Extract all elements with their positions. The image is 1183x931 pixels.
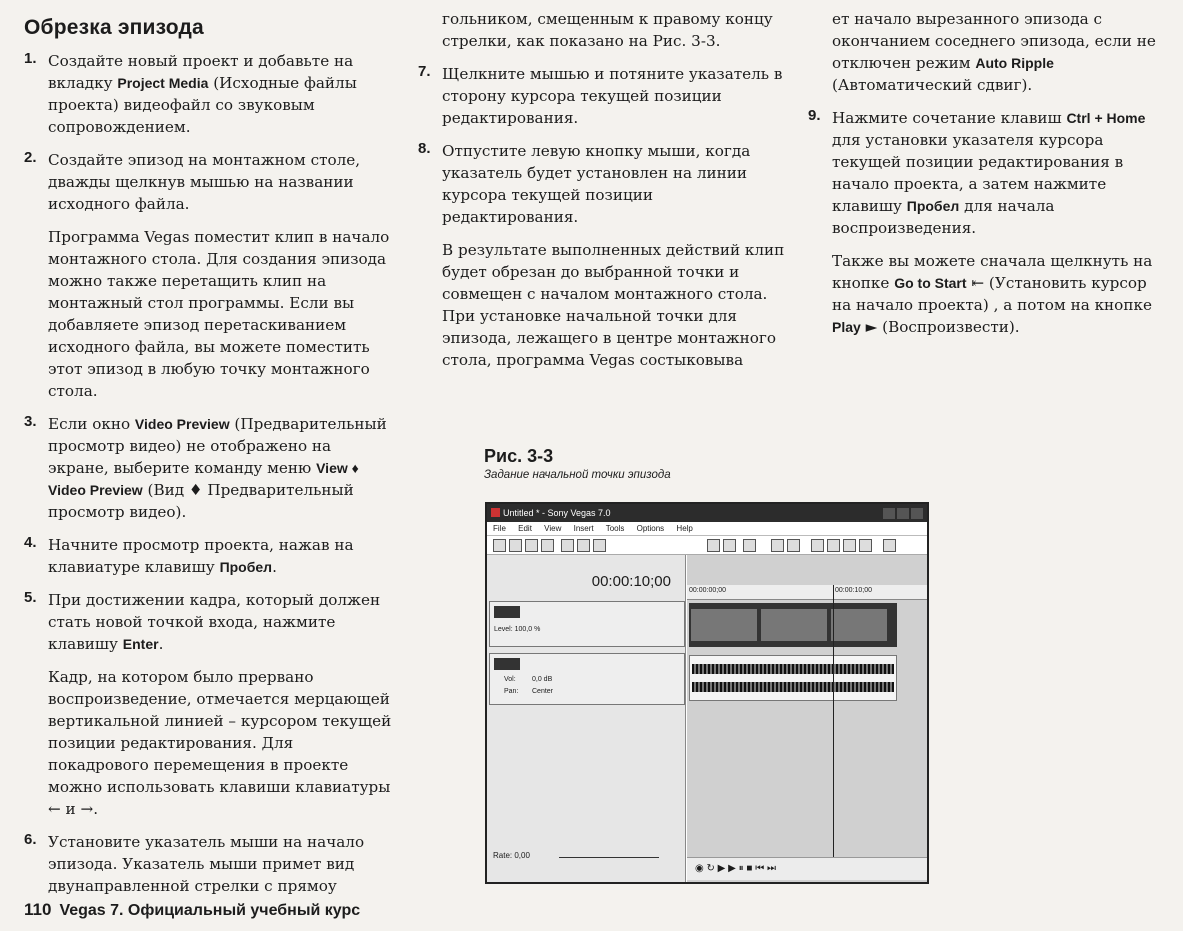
properties-icon <box>541 539 554 552</box>
step-number: 4. <box>24 534 37 551</box>
key: Ctrl + Home <box>1066 110 1146 126</box>
waveform <box>692 664 894 674</box>
term: Play <box>832 319 861 335</box>
step-text: Создайте эпизод на монтажном столе, дважды щелкнув мышью на названии исходного файла. <box>48 151 361 213</box>
key: Пробел <box>906 198 960 214</box>
figure-caption <box>484 446 671 481</box>
timecode-display: 00:00:10;00 <box>591 573 671 590</box>
video-thumbnail <box>761 609 827 641</box>
trim-icon <box>827 539 840 552</box>
step-text: Если окно <box>48 415 135 433</box>
menu-view: View <box>544 524 562 533</box>
book-title: Vegas 7. Официальный учебный курс <box>59 902 361 919</box>
waveform <box>692 682 894 692</box>
audio-track-header <box>489 653 685 705</box>
column-3 <box>808 0 1158 349</box>
page-number: 110 <box>24 900 52 919</box>
edit-cursor <box>833 585 834 875</box>
copy-icon <box>577 539 590 552</box>
step-4 <box>24 534 394 578</box>
step-number: 1. <box>24 50 37 67</box>
column-1 <box>24 0 394 908</box>
step-8 <box>418 140 790 228</box>
step-8-continued <box>808 8 1158 96</box>
step-text: Щелкните мышью и потяните указатель в сторону курсора текущей позиции редактирования. <box>442 65 783 127</box>
key: Пробел <box>219 559 273 575</box>
vol-label: Vol: <box>504 676 516 683</box>
step-text: Нажмите сочетание клавиш <box>832 109 1067 127</box>
step-text: ⇤ (Установить курсор на начало проекта) , а потом на кнопке <box>832 274 1152 314</box>
term: Video Preview <box>134 416 230 432</box>
step-text: (Автоматический сдвиг). <box>832 76 1033 94</box>
video-track-icon <box>494 606 520 618</box>
app-icon <box>491 508 500 517</box>
window-titlebar <box>487 504 927 522</box>
step-number: 6. <box>24 831 37 848</box>
step-9-note <box>808 250 1158 338</box>
step-text: для начала воспроизведения. <box>832 197 1055 237</box>
vol-value: 0,0 dB <box>532 676 553 683</box>
step-1 <box>24 50 394 138</box>
step-8-note: В результате выполненных действий клип будет обрезан до выбранной точки и совмещен с началом монтажного стола. При установке начальной точки для эпизода, лежащего в центре монтажного стола, программа Vegas состыковыва <box>442 241 785 369</box>
menu-tools: Tools <box>605 524 625 533</box>
save-icon <box>525 539 538 552</box>
step-text: ► (Воспроизвести). <box>860 318 1020 336</box>
step-9 <box>808 107 1158 239</box>
edit-tool-icon <box>743 539 756 552</box>
window-buttons <box>881 507 923 525</box>
step-number: 7. <box>418 63 431 80</box>
minimize-icon <box>883 508 895 519</box>
audio-track-icon <box>494 658 520 670</box>
step-text: Отпустите левую кнопку мыши, когда указатель будет установлен на линии курсора текущей позиции редактирования. <box>442 142 751 226</box>
step-text: . <box>272 558 277 576</box>
step-text: При достижении кадра, который должен стать новой точкой входа, нажмите клавишу <box>48 591 381 653</box>
new-icon <box>493 539 506 552</box>
menu-insert: Insert <box>573 524 594 533</box>
step-text: ет начало вырезанного эпизода с окончанием соседнего эпизода, если не отключен режим <box>832 10 1156 72</box>
menu-path: View ♦ Video Preview <box>48 460 359 498</box>
step-number: 2. <box>24 149 37 166</box>
figure-subtitle: Задание начальной точки эпизода <box>484 469 671 481</box>
rate-slider <box>559 857 659 858</box>
step-2 <box>24 149 394 215</box>
online-help-icon <box>883 539 896 552</box>
pan-label: Pan: <box>504 688 519 695</box>
audio-clip <box>689 655 897 701</box>
menu-options: Options <box>636 524 665 533</box>
step-text: Установите указатель мыши на начало эпизода. Указатель мыши примет вид двунаправленной стрелки с прямоу <box>48 833 365 895</box>
paste-icon <box>593 539 606 552</box>
term: Go to Start <box>894 275 967 291</box>
track-list <box>487 555 686 884</box>
section-heading: Обрезка эпизода <box>24 16 204 39</box>
cut-icon <box>561 539 574 552</box>
toolbar <box>487 536 927 555</box>
term: Auto Ripple <box>975 55 1054 71</box>
open-icon <box>509 539 522 552</box>
step-7 <box>418 63 790 129</box>
maximize-icon <box>897 508 909 519</box>
menu-help: Help <box>676 524 693 533</box>
step-number: 3. <box>24 413 37 430</box>
step-5-note: Кадр, на котором было прервано воспроизведение, отмечается мерцающей вертикальной линией – курсором текущей позиции редактирования. Для покадрового перемещения в проекте можно использовать клавиши клавиатуры ← и →. <box>48 668 392 818</box>
marker-icon <box>843 539 856 552</box>
step-6 <box>24 831 394 897</box>
step-text: (Предварительный просмотр видео) не отображено на экране, выберите команду меню <box>48 415 387 477</box>
page-footer <box>24 900 360 920</box>
video-thumbnail <box>831 609 887 641</box>
step-number: 5. <box>24 589 37 606</box>
window-title: Untitled * - Sony Vegas 7.0 <box>503 508 611 518</box>
column-2 <box>418 0 790 382</box>
step-text: Создайте новый проект и добавьте на вкладку <box>48 52 354 92</box>
transport-bar: ◉ ↻ ▶ ▶ ⏸ ■ ⏮ ⏭ <box>687 857 927 880</box>
figure-screenshot <box>485 502 929 884</box>
step-number: 9. <box>808 107 821 124</box>
envelope-icon <box>771 539 784 552</box>
zoom-icon <box>859 539 872 552</box>
video-track-header <box>489 601 685 647</box>
menu-edit: Edit <box>518 524 532 533</box>
ripple-icon <box>723 539 736 552</box>
close-icon <box>911 508 923 519</box>
split-icon <box>811 539 824 552</box>
lock-envelope-icon <box>787 539 800 552</box>
menubar <box>487 522 927 536</box>
video-level: Level: 100,0 % <box>494 626 541 633</box>
step-text: (Исходные файлы проекта) видеофайл со звуковым сопровождением. <box>48 74 357 136</box>
step-5 <box>24 589 394 655</box>
step-6-continued: гольником, смещенным к правому концу стрелки, как показано на Рис. 3-3. <box>442 10 773 50</box>
step-number: 8. <box>418 140 431 157</box>
figure-title: Рис. 3-3 <box>484 446 554 466</box>
timeline <box>687 555 927 884</box>
ruler-start: 00:00:00;00 <box>689 587 726 594</box>
rate-label: Rate: 0,00 <box>493 851 530 860</box>
step-2-note: Программа Vegas поместит клип в начало монтажного стола. Для создания эпизода можно также перетащить клип на монтажный стол программы. Если вы добавляете эпизод перетаскиванием исходного файла, вы можете поместить этот эпизод в любую точку монтажного стола. <box>48 228 390 400</box>
term: Project Media <box>117 75 209 91</box>
snap-icon <box>707 539 720 552</box>
video-clip <box>689 603 897 647</box>
menu-file: File <box>493 524 506 533</box>
step-text: Также вы можете сначала щелкнуть на кнопке <box>832 252 1153 292</box>
step-text: Начните просмотр проекта, нажав на клавиатуре клавишу <box>48 536 354 576</box>
step-text: для установки указателя курсора текущей позиции редактирования в начало проекта, а затем нажмите клавишу <box>832 131 1124 215</box>
step-3 <box>24 413 394 523</box>
time-ruler <box>687 585 927 600</box>
pan-value: Center <box>532 688 554 695</box>
key: Enter <box>122 636 159 652</box>
video-thumbnail <box>691 609 757 641</box>
step-text: (Вид ♦ Предварительный просмотр видео). <box>48 481 354 521</box>
step-text: . <box>158 635 164 653</box>
ruler-mark: 00:00:10;00 <box>835 587 872 594</box>
